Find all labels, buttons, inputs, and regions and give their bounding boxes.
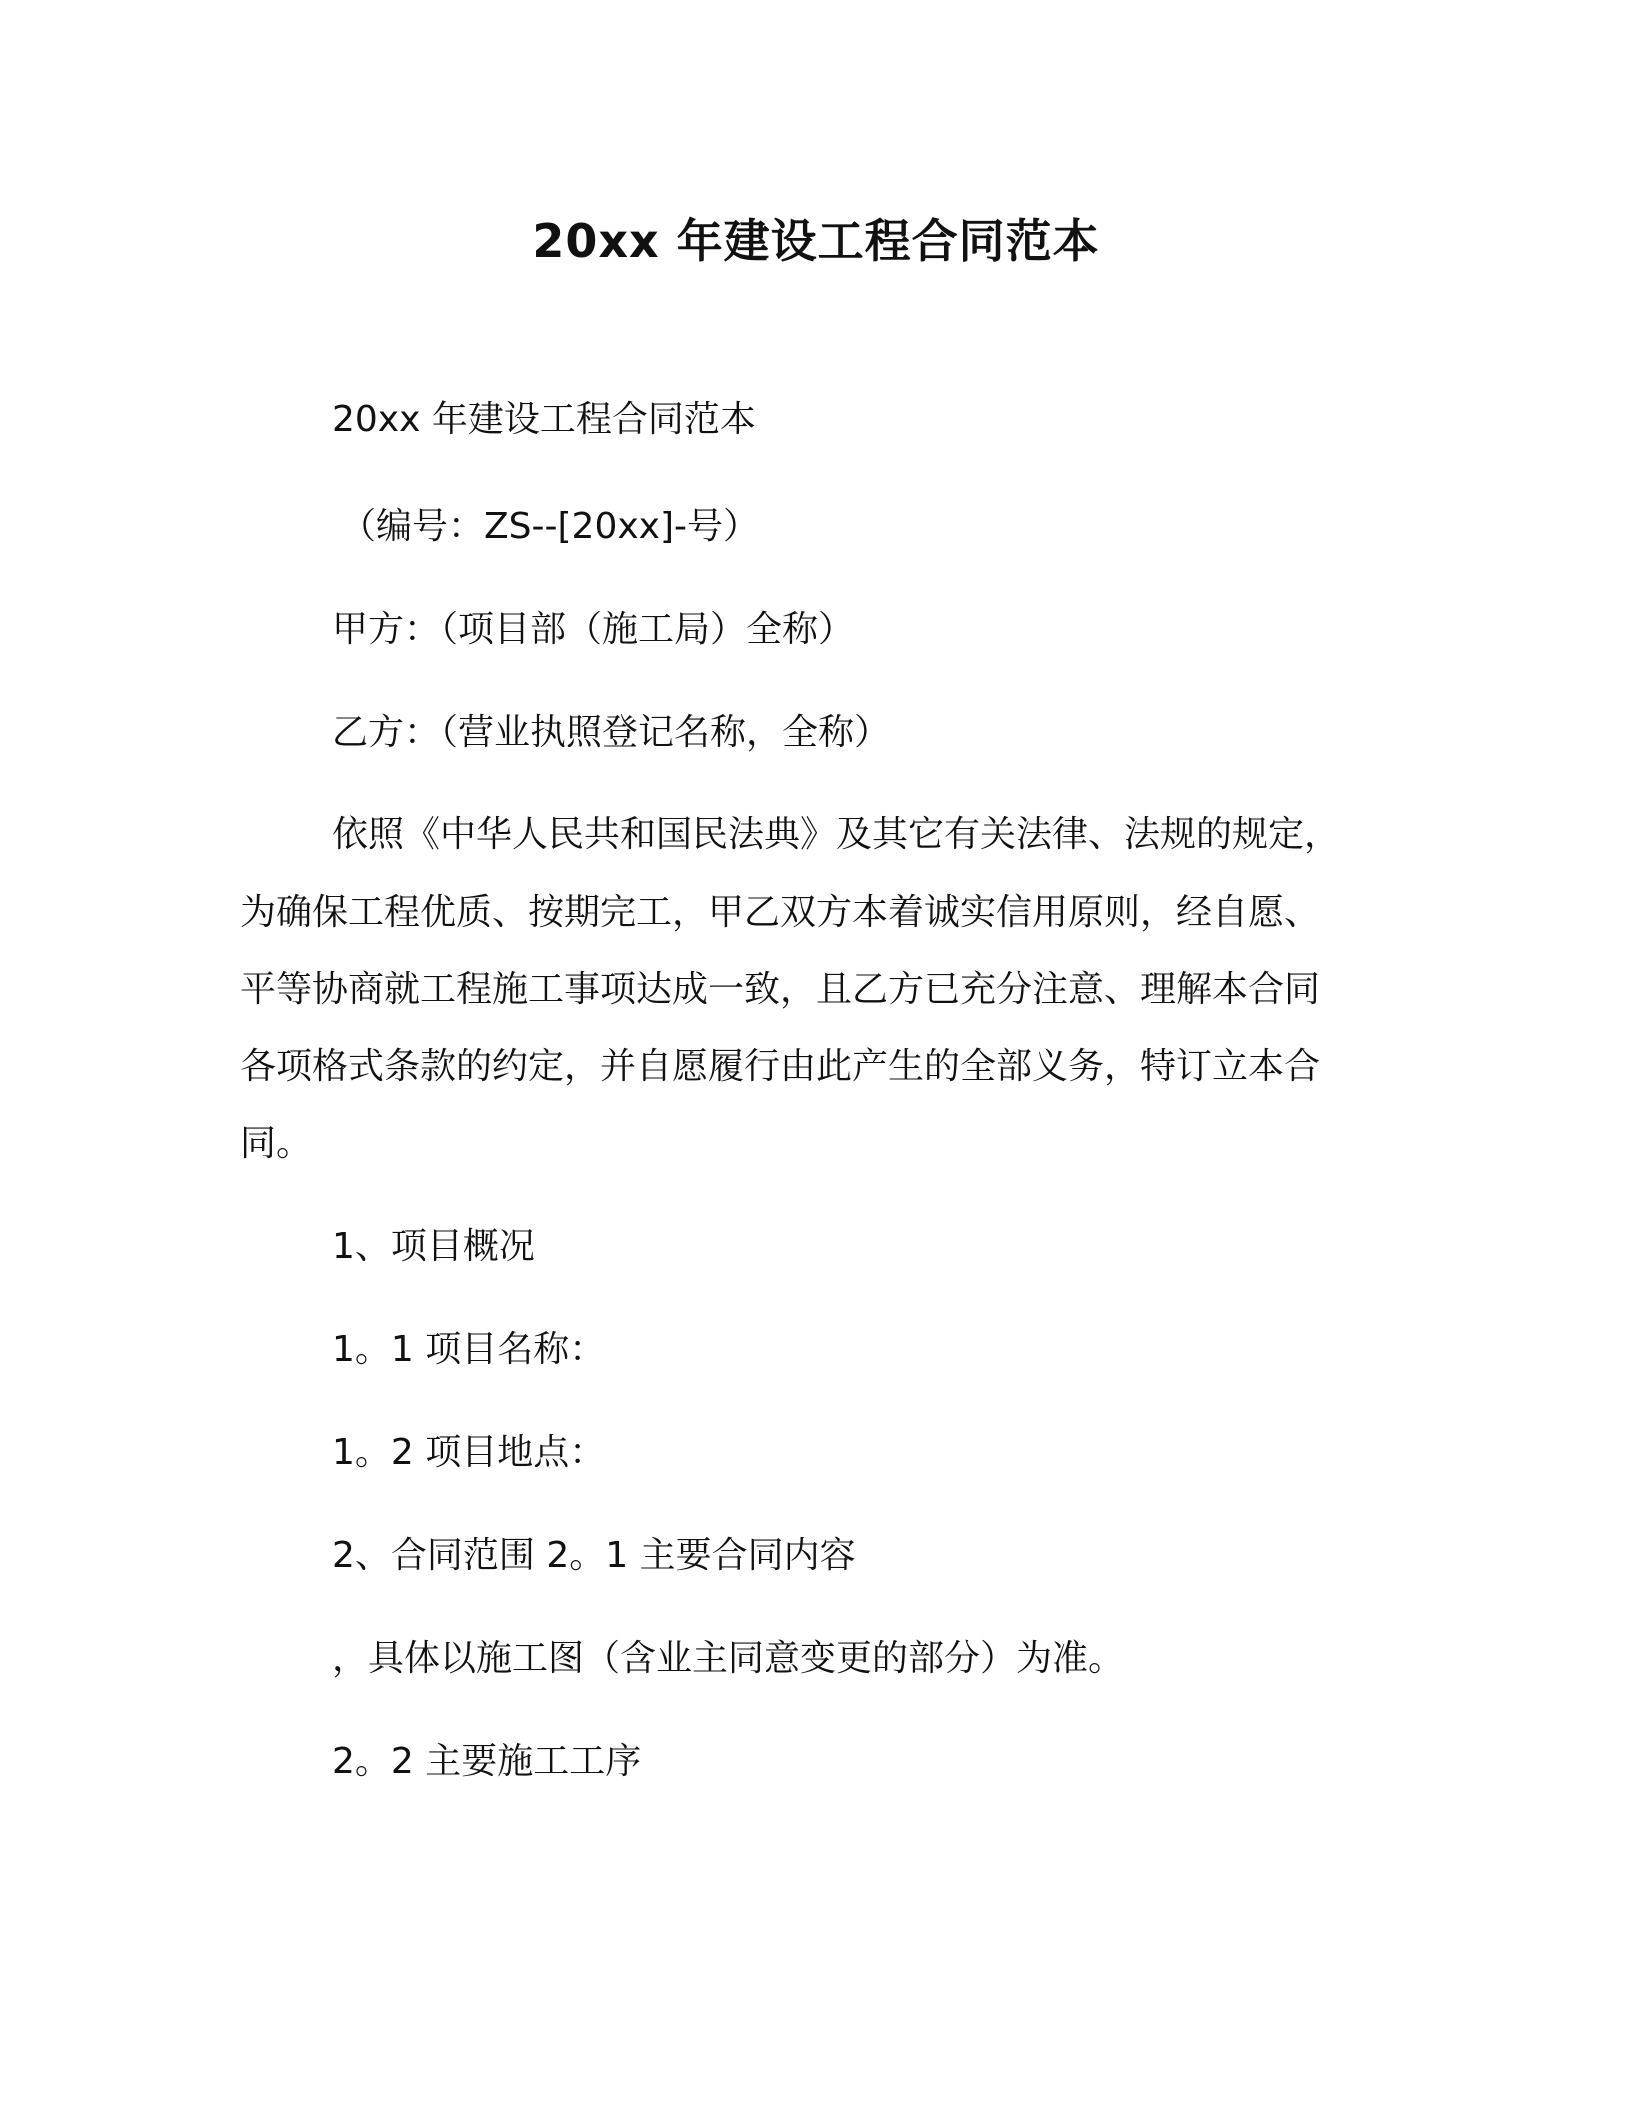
section-item: 1。2 项目地点： xyxy=(332,1432,606,1473)
preamble-line: 各项格式条款的约定，并自愿履行由此产生的全部义务，特订立本合 xyxy=(240,1046,1321,1087)
contract-number-line: （编号：ZS--[20xx]-号） xyxy=(340,506,759,547)
preamble-line: 依照《中华人民共和国民法典》及其它有关法律、法规的规定， xyxy=(332,814,1341,855)
party-b-line: 乙方：（营业执照登记名称，全称） xyxy=(332,712,891,753)
preamble-line: 为确保工程优质、按期完工，甲乙双方本着诚实信用原则，经自愿、 xyxy=(240,892,1321,933)
preamble-line: 同。 xyxy=(240,1123,313,1164)
section-heading: 2、合同范围 2。1 主要合同内容 xyxy=(332,1535,856,1576)
section-heading: 1、项目概况 xyxy=(332,1226,535,1267)
section-item: 2。2 主要施工工序 xyxy=(332,1741,642,1782)
preamble-line: 平等协商就工程施工事项达成一致，且乙方已充分注意、理解本合同 xyxy=(240,969,1321,1010)
subtitle-line: 20xx 年建设工程合同范本 xyxy=(332,399,756,440)
party-a-line: 甲方：（项目部（施工局）全称） xyxy=(332,609,855,650)
section-item: 1。1 项目名称： xyxy=(332,1329,606,1370)
document-title: 20xx 年建设工程合同范本 xyxy=(532,214,1100,268)
section-item: ，具体以施工图（含业主同意变更的部分）为准。 xyxy=(332,1638,1125,1679)
